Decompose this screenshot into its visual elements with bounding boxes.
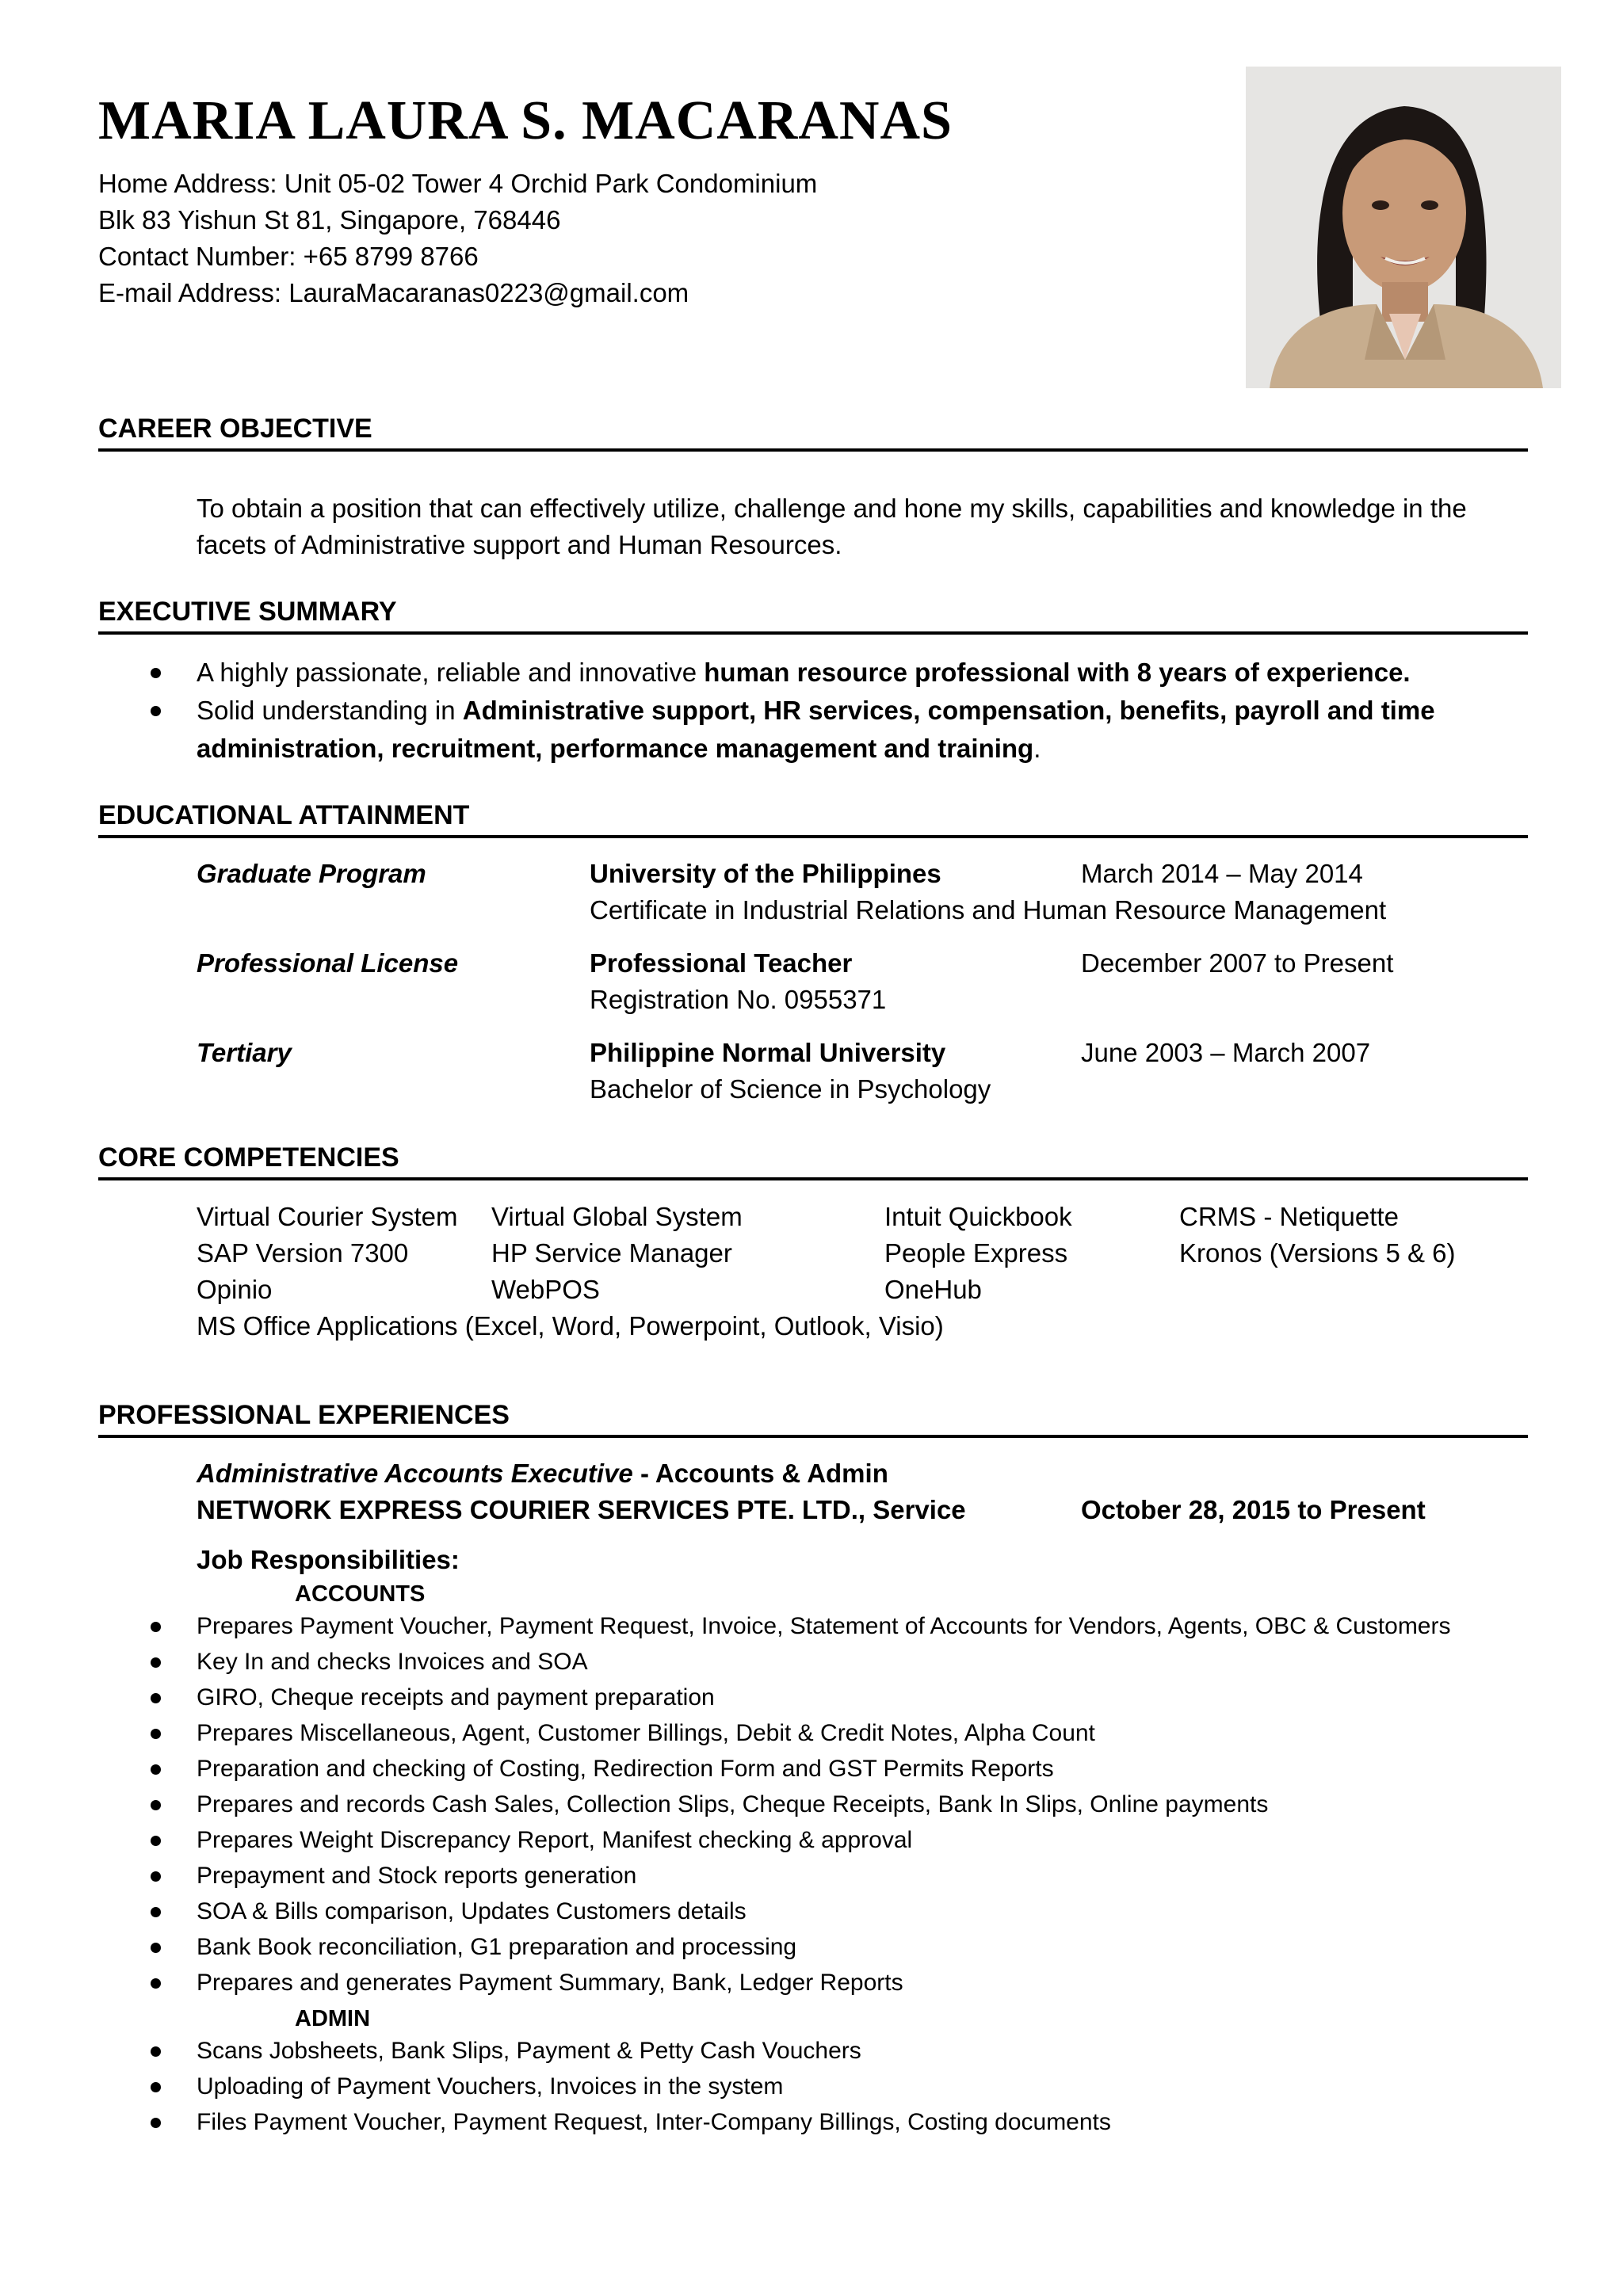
bullet-icon xyxy=(151,2118,161,2128)
home-address: Home Address: Unit 05-02 Tower 4 Orchid Park Condominium xyxy=(98,169,818,198)
bullet-icon xyxy=(151,1693,161,1703)
list-item: Bank Book reconciliation, G1 preparation and processing xyxy=(98,1929,1528,1965)
bullet-icon xyxy=(151,668,161,678)
education-detail: Bachelor of Science in Psychology xyxy=(590,1074,991,1104)
competency-item: Opinio xyxy=(197,1275,273,1304)
bullet-icon xyxy=(151,1800,161,1810)
education-dates: March 2014 – May 2014 xyxy=(1081,859,1363,888)
competency-item: SAP Version 7300 xyxy=(197,1238,409,1268)
competency-item: MS Office Applications (Excel, Word, Powerpoint, Outlook, Visio) xyxy=(197,1311,944,1341)
list-item: Prepares Payment Voucher, Payment Request, Invoice, Statement of Accounts for Vendors, Agents, OBC & Customers xyxy=(98,1608,1528,1644)
list-item: Prepares Weight Discrepancy Report, Manifest checking & approval xyxy=(98,1822,1528,1858)
bullet-icon xyxy=(151,1978,161,1989)
competency-item: CRMS - Netiquette xyxy=(1179,1202,1399,1231)
contact-number: Contact Number: +65 8799 8766 xyxy=(98,242,479,271)
bullet-icon xyxy=(151,1943,161,1953)
bullet-icon xyxy=(151,1871,161,1882)
company-name: NETWORK EXPRESS COURIER SERVICES PTE. LTD., Service xyxy=(197,1495,966,1524)
education-level: Professional License xyxy=(197,948,459,978)
home-address-line2: Blk 83 Yishun St 81, Singapore, 768446 xyxy=(98,205,561,235)
list-item: Prepayment and Stock reports generation xyxy=(98,1858,1528,1894)
applicant-name: MARIA LAURA S. MACARANAS xyxy=(98,90,953,151)
education-institution: Professional Teacher xyxy=(590,948,853,978)
list-item: Preparation and checking of Costing, Redirection Form and GST Permits Reports xyxy=(98,1751,1528,1787)
profile-photo-illustration xyxy=(1246,67,1561,388)
email-address: E-mail Address: LauraMacaranas0223@gmail.com xyxy=(98,278,689,307)
accounts-responsibilities-list xyxy=(98,1608,1528,2000)
list-item: Solid understanding in Administrative support, HR services, compensation, benefits, payroll and time administration, recruitment, performance management and training. xyxy=(98,692,1528,768)
job-responsibilities-label: Job Responsibilities: xyxy=(197,1545,460,1574)
competency-item: Virtual Courier System xyxy=(197,1202,458,1231)
education-level: Tertiary xyxy=(197,1038,292,1067)
bullet-icon xyxy=(151,1836,161,1846)
competencies-grid xyxy=(197,1199,1528,1344)
list-item: Uploading of Payment Vouchers, Invoices in the system xyxy=(98,2069,1528,2104)
education-institution: Philippine Normal University xyxy=(590,1038,946,1067)
bullet-icon xyxy=(151,1764,161,1775)
bullet-icon xyxy=(151,1729,161,1739)
accounts-subheading: ACCOUNTS xyxy=(295,1581,426,1607)
professional-experiences-heading: PROFESSIONAL EXPERIENCES xyxy=(98,1398,1528,1438)
list-item: GIRO, Cheque receipts and payment preparation xyxy=(98,1680,1528,1715)
bullet-icon xyxy=(151,1907,161,1917)
competency-item: People Express xyxy=(884,1238,1068,1268)
career-objective-text: To obtain a position that can effectively utilize, challenge and hone my skills, capabilities and knowledge in the facets of Administrative support and Human Resources. xyxy=(197,494,1467,559)
list-item: Prepares and records Cash Sales, Collection Slips, Cheque Receipts, Bank In Slips, Online payments xyxy=(98,1787,1528,1822)
admin-responsibilities-list xyxy=(98,2033,1528,2140)
contact-block xyxy=(98,166,817,311)
competency-item: WebPOS xyxy=(491,1275,600,1304)
bullet-icon xyxy=(151,706,161,716)
bullet-icon xyxy=(151,1622,161,1632)
employment-dates: October 28, 2015 to Present xyxy=(1081,1495,1426,1524)
bullet-icon xyxy=(151,2082,161,2092)
education-institution: University of the Philippines xyxy=(590,859,941,888)
competency-item: Virtual Global System xyxy=(491,1202,743,1231)
list-item: SOA & Bills comparison, Updates Customers details xyxy=(98,1894,1528,1929)
education-dates: December 2007 to Present xyxy=(1081,948,1394,978)
list-item: Key In and checks Invoices and SOA xyxy=(98,1644,1528,1680)
executive-summary-list xyxy=(98,654,1528,768)
core-competencies-heading: CORE COMPETENCIES xyxy=(98,1141,1528,1180)
bullet-icon xyxy=(151,1657,161,1668)
list-item: Files Payment Voucher, Payment Request, Inter-Company Billings, Costing documents xyxy=(98,2104,1528,2140)
competency-item: HP Service Manager xyxy=(491,1238,732,1268)
competency-item: OneHub xyxy=(884,1275,982,1304)
job-title: Administrative Accounts Executive - Accounts & Admin xyxy=(197,1459,888,1488)
competency-item: Kronos (Versions 5 & 6) xyxy=(1179,1238,1456,1268)
career-objective-heading: CAREER OBJECTIVE xyxy=(98,412,1528,452)
executive-summary-heading: EXECUTIVE SUMMARY xyxy=(98,595,1528,635)
list-item: Prepares and generates Payment Summary, Bank, Ledger Reports xyxy=(98,1965,1528,2000)
bullet-icon xyxy=(151,2046,161,2057)
education-heading: EDUCATIONAL ATTAINMENT xyxy=(98,799,1528,838)
list-item: Prepares Miscellaneous, Agent, Customer Billings, Debit & Credit Notes, Alpha Count xyxy=(98,1715,1528,1751)
education-detail: Certificate in Industrial Relations and Human Resource Management xyxy=(590,895,1387,925)
profile-photo xyxy=(1246,67,1561,388)
list-item: A highly passionate, reliable and innovative human resource professional with 8 years of experience. xyxy=(98,654,1528,692)
admin-subheading: ADMIN xyxy=(295,2006,371,2031)
education-detail: Registration No. 0955371 xyxy=(590,985,887,1014)
education-level: Graduate Program xyxy=(197,859,426,888)
education-dates: June 2003 – March 2007 xyxy=(1081,1038,1371,1067)
list-item: Scans Jobsheets, Bank Slips, Payment & Petty Cash Vouchers xyxy=(98,2033,1528,2069)
competency-item: Intuit Quickbook xyxy=(884,1202,1072,1231)
